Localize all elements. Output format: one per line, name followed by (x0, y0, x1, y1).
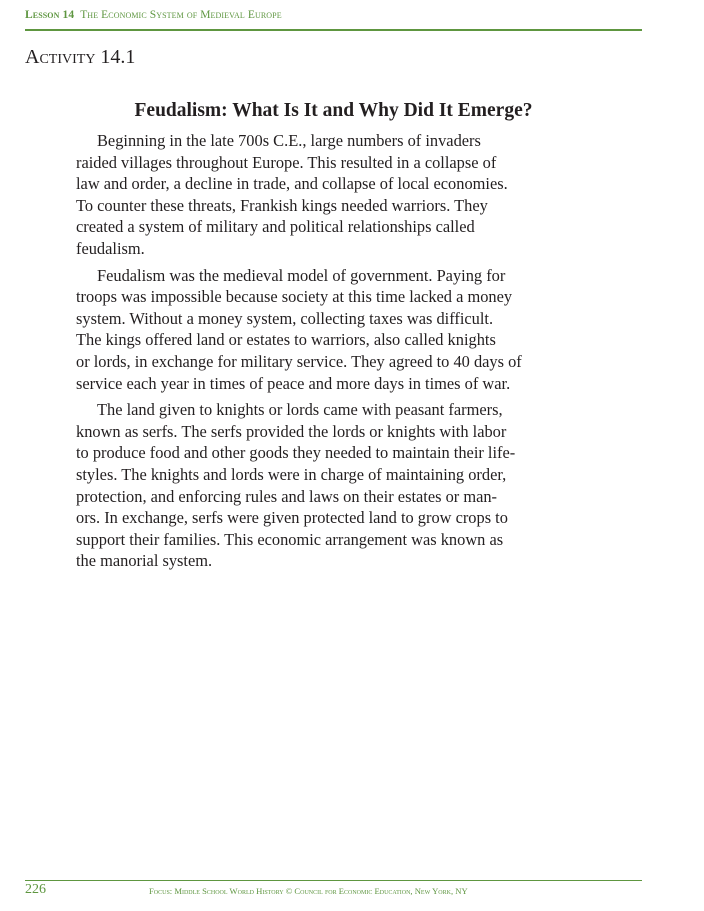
text-line: Beginning in the late 700s C.E., large numbers of invaders (97, 131, 481, 150)
paragraph-2 (76, 265, 606, 395)
article-title: Feudalism: What Is It and Why Did It Emerge? (134, 100, 533, 121)
text-line: system. Without a money system, collecting taxes was difficult. (76, 308, 494, 328)
text-line: service each year in times of peace and more days in times of war. (76, 373, 511, 393)
text-line: to produce food and other goods they needed to maintain their life- (76, 443, 516, 463)
paragraph-3 (76, 399, 606, 572)
text-line: The kings offered land or estates to warriors, also called knights (76, 330, 496, 350)
text-line: created a system of military and political relationships called (76, 217, 475, 237)
text-line: To counter these threats, Frankish kings needed warriors. They (76, 195, 488, 215)
text-line: The land given to knights or lords came with peasant farmers, (97, 400, 503, 420)
text-line: support their families. This economic arrangement was known as (76, 529, 504, 549)
lesson-label: Lesson 14 (25, 9, 75, 21)
paragraph-1 (76, 130, 606, 260)
activity-label: Activity 14.1 (25, 46, 136, 68)
text-line: law and order, a decline in trade, and collapse of local economies. (76, 174, 508, 194)
text-line: raided villages throughout Europe. This resulted in a collapse of (76, 152, 497, 172)
text-line: protection, and enforcing rules and laws on their estates or man- (76, 486, 498, 506)
lesson-title: The Economic System of Medieval Europe (80, 9, 282, 21)
text-line: known as serfs. The serfs provided the lords or knights with labor (76, 421, 507, 441)
text-line: the manorial system. (76, 551, 213, 571)
footer-credit: Focus: Middle School World History © Council for Economic Education, New York, NY (149, 886, 468, 896)
text-line: feudalism. (76, 238, 145, 258)
page-header (25, 9, 642, 31)
running-head (25, 9, 282, 21)
page-number: 226 (25, 882, 46, 897)
text-line: ors. In exchange, serfs were given protected land to grow crops to (76, 508, 508, 528)
text-line: or lords, in exchange for military service. They agreed to 40 days of (76, 351, 522, 371)
text-line: styles. The knights and lords were in charge of maintaining order, (76, 464, 507, 484)
text-line: troops was impossible because society at this time lacked a money (76, 287, 513, 307)
footer-rule (25, 880, 642, 881)
text-line: Feudalism was the medieval model of government. Paying for (97, 265, 506, 285)
article-body (76, 130, 606, 577)
